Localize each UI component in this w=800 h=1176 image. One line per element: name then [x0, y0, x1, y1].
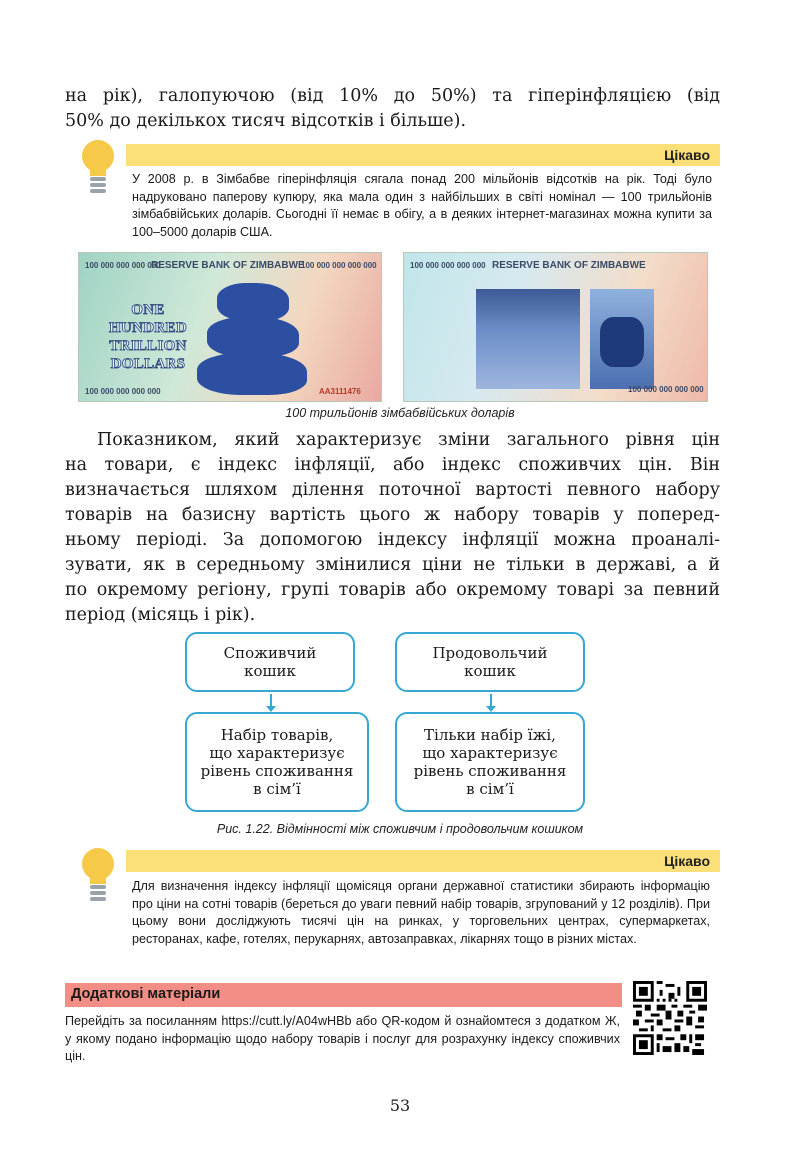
interesting-heading: Цікаво [664, 853, 710, 869]
paragraph-line: на товари, є індекс інфляції, або індекс споживчих цін. Він [65, 455, 720, 475]
interesting-fact-text: У 2008 р. в Зімбабве гіперінфляція сягала понад 200 мільйонів відсотків на рік. Тоді було надруковано паперову купюру, яка мала один з найбільших в світі номінал — 100 трильйонів зімбабвійських доларів. Сьогодні її немає в обігу, а в деяких інтернет-магазинах можна купити за 100–5000 доларів США. [132, 172, 712, 239]
banknote-serial: AA3111476 [319, 387, 361, 396]
paragraph-top [65, 84, 720, 134]
interesting-heading: Цікаво [664, 147, 710, 163]
diagram-consumer-description: Набір товарів, що характеризує рівень споживання в сім’ї [185, 712, 369, 812]
additional-materials-bar [65, 983, 622, 1007]
interesting-fact-bar [126, 850, 720, 872]
page-number: 53 [389, 1096, 411, 1115]
banknote-front-image [78, 252, 382, 402]
additional-materials-text: Перейдіть за посиланням https://cutt.ly/A04wHBb або QR-кодом й ознайомтеся з додатком Ж, у якому подано інформацію щодо набору товарів і послуг для розрахунку індексу споживчих цін. [65, 1014, 620, 1063]
lightbulb-icon [80, 140, 116, 200]
banknote-back-bank-name: RESERVE BANK OF ZIMBABWE [492, 260, 646, 271]
paragraph-line: Показником, який характеризує зміни загального рівня цін [97, 430, 720, 450]
paragraph-top-line-1: на рік), галопуючою (від 10% до 50%) та гіперінфляцією (від [65, 86, 720, 106]
interesting-fact-text: Для визначення індексу інфляції щомісяця органи державної статистики збирають інформацію про ціни на сотні товарів (береться до уваги певний набір товарів, згрупований у 12 розділів). При цьому вони досліджують тисячі цін на ринках, у торговельних центрах, супермаркетах, ресторанах, кафе, готелях, перукарнях, автозаправках, лікарнях тощо в різних містах. [132, 879, 710, 946]
interesting-fact-bar [126, 144, 720, 166]
banknote-back-number-bottom: 100 000 000 000 000 [628, 385, 704, 394]
paragraph-line: визначається шляхом ділення поточної вартості певного набору [65, 480, 720, 500]
banknote-back-image [403, 252, 708, 402]
lightbulb-icon [80, 848, 116, 908]
balancing-rocks-bottom [197, 353, 307, 395]
qr-code-icon[interactable] [633, 981, 707, 1055]
paragraph-line: по окремому регіону, групі товарів або окремому товарі за певний [65, 580, 720, 600]
banknote-caption: 100 трильйонів зімбабвійських доларів [285, 406, 515, 420]
victoria-falls-picture [476, 289, 580, 389]
figure-caption: Рис. 1.22. Відмінності між споживчим і продовольчим кошиком [216, 822, 584, 836]
diagram-consumer-basket: Споживчий кошик [185, 632, 355, 692]
arrow-down-icon [270, 694, 272, 707]
banknote-back-number-top: 100 000 000 000 000 [410, 261, 486, 270]
diagram-food-basket: Продовольчий кошик [395, 632, 585, 692]
paragraph-inflation-index [65, 428, 720, 628]
paragraph-line: період (місяць і рік). [65, 605, 256, 625]
paragraph-top-line-2: 50% до декількох тисяч відсотків і більше). [65, 111, 467, 131]
arrow-down-icon [490, 694, 492, 707]
balancing-rocks-middle [207, 317, 299, 357]
banknote-words: ONE HUNDRED TRILLION DOLLARS [109, 302, 187, 372]
additional-materials-heading: Додаткові матеріали [71, 986, 221, 1002]
banknote-number-top-right: 100 000 000 000 000 [301, 261, 377, 270]
banknote-bank-name: RESERVE BANK OF ZIMBABWE [151, 260, 305, 271]
paragraph-line: зувати, як в середньому змінилися ціни не тільки в державі, а й [65, 555, 720, 575]
balancing-rocks-top [217, 283, 289, 321]
banknote-number-top: 100 000 000 000 000 [85, 261, 161, 270]
paragraph-line: ньому періоді. За допомогою індексу інфляції можна проаналі- [65, 530, 720, 550]
paragraph-line: товарів на базисну вартість цього ж набору товарів у поперед- [65, 505, 720, 525]
banknote-number-bottom: 100 000 000 000 000 [85, 387, 161, 396]
buffalo-picture [590, 289, 654, 389]
diagram-food-description: Тільки набір їжі, що характеризує рівень споживання в сім’ї [395, 712, 585, 812]
